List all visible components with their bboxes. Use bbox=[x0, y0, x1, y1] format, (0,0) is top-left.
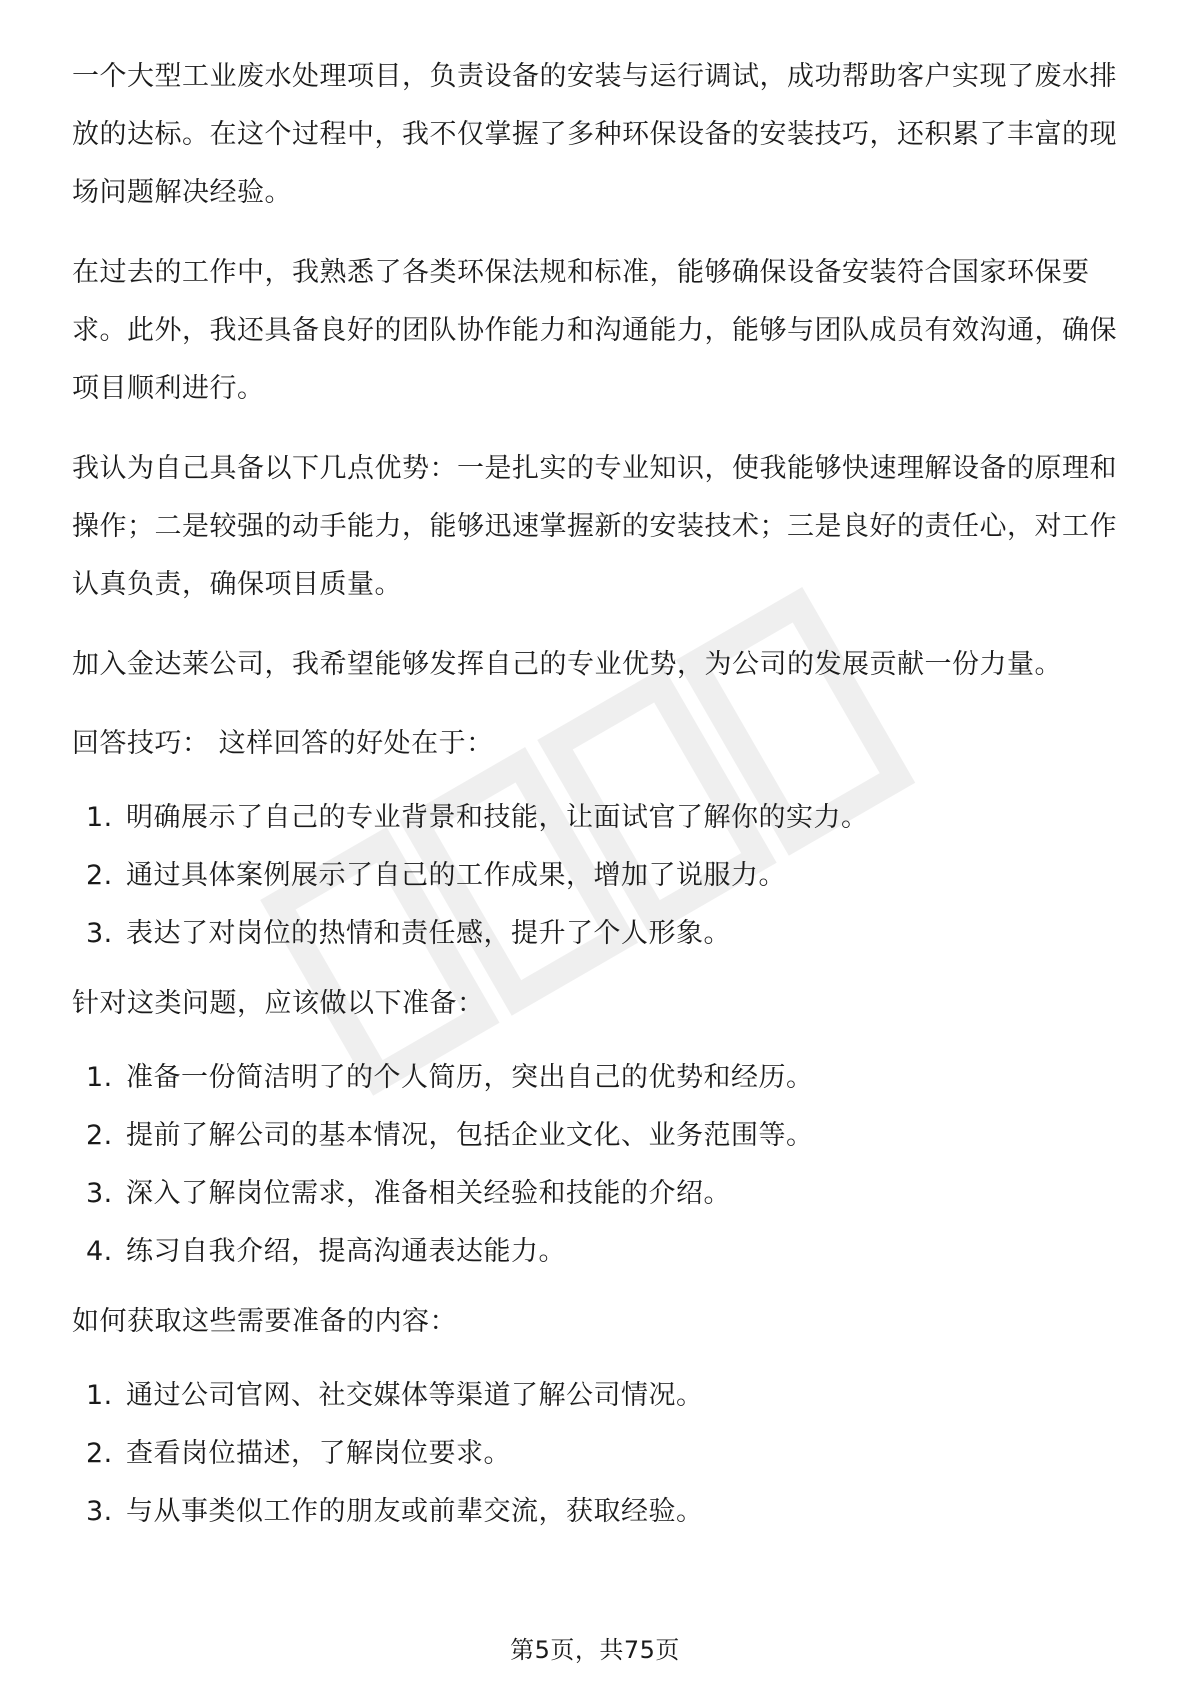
list-item: 2. 提前了解公司的基本情况，包括企业文化、业务范围等。 bbox=[86, 1120, 814, 1151]
prepare-heading: 针对这类问题，应该做以下准备： bbox=[72, 988, 485, 1019]
obtain-list bbox=[72, 1376, 1122, 1532]
list-item: 3. 与从事类似工作的朋友或前辈交流，获取经验。 bbox=[86, 1496, 704, 1527]
list-item: 2. 查看岗位描述，了解岗位要求。 bbox=[86, 1438, 511, 1469]
page-footer: 第5页，共75页 bbox=[510, 1636, 680, 1664]
paragraph-project: 一个大型工业废水处理项目，负责设备的安装与运行调试，成功帮助客户实现了废水排放的达标。在这个过程中，我不仅掌握了多种环保设备的安装技巧，还积累了丰富的现场问题解决经验。 bbox=[72, 61, 1117, 208]
list-item: 1. 明确展示了自己的专业背景和技能，让面试官了解你的实力。 bbox=[86, 802, 869, 833]
list-item: 1. 准备一份简洁明了的个人简历，突出自己的优势和经历。 bbox=[86, 1062, 814, 1093]
paragraph-join-company: 加入金达莱公司，我希望能够发挥自己的专业优势，为公司的发展贡献一份力量。 bbox=[72, 649, 1062, 680]
paragraph-experience: 在过去的工作中，我熟悉了各类环保法规和标准，能够确保设备安装符合国家环保要求。此外，我还具备良好的团队协作能力和沟通能力，能够与团队成员有效沟通，确保项目顺利进行。 bbox=[72, 257, 1117, 404]
list-item: 4. 练习自我介绍，提高沟通表达能力。 bbox=[86, 1236, 566, 1267]
paragraph-strengths: 我认为自己具备以下几点优势：一是扎实的专业知识，使我能够快速理解设备的原理和操作；二是较强的动手能力，能够迅速掌握新的安装技术；三是良好的责任心，对工作认真负责，确保项目质量。 bbox=[72, 453, 1117, 600]
list-item: 3. 表达了对岗位的热情和责任感，提升了个人形象。 bbox=[86, 918, 731, 949]
document-body bbox=[72, 48, 1122, 1562]
tips-list bbox=[72, 798, 1122, 954]
list-item: 2. 通过具体案例展示了自己的工作成果，增加了说服力。 bbox=[86, 860, 786, 891]
tips-heading: 回答技巧： 这样回答的好处在于： bbox=[72, 728, 494, 759]
list-item: 1. 通过公司官网、社交媒体等渠道了解公司情况。 bbox=[86, 1380, 704, 1411]
obtain-heading: 如何获取这些需要准备的内容： bbox=[72, 1306, 457, 1337]
list-item: 3. 深入了解岗位需求，准备相关经验和技能的介绍。 bbox=[86, 1178, 731, 1209]
prepare-list bbox=[72, 1058, 1122, 1272]
